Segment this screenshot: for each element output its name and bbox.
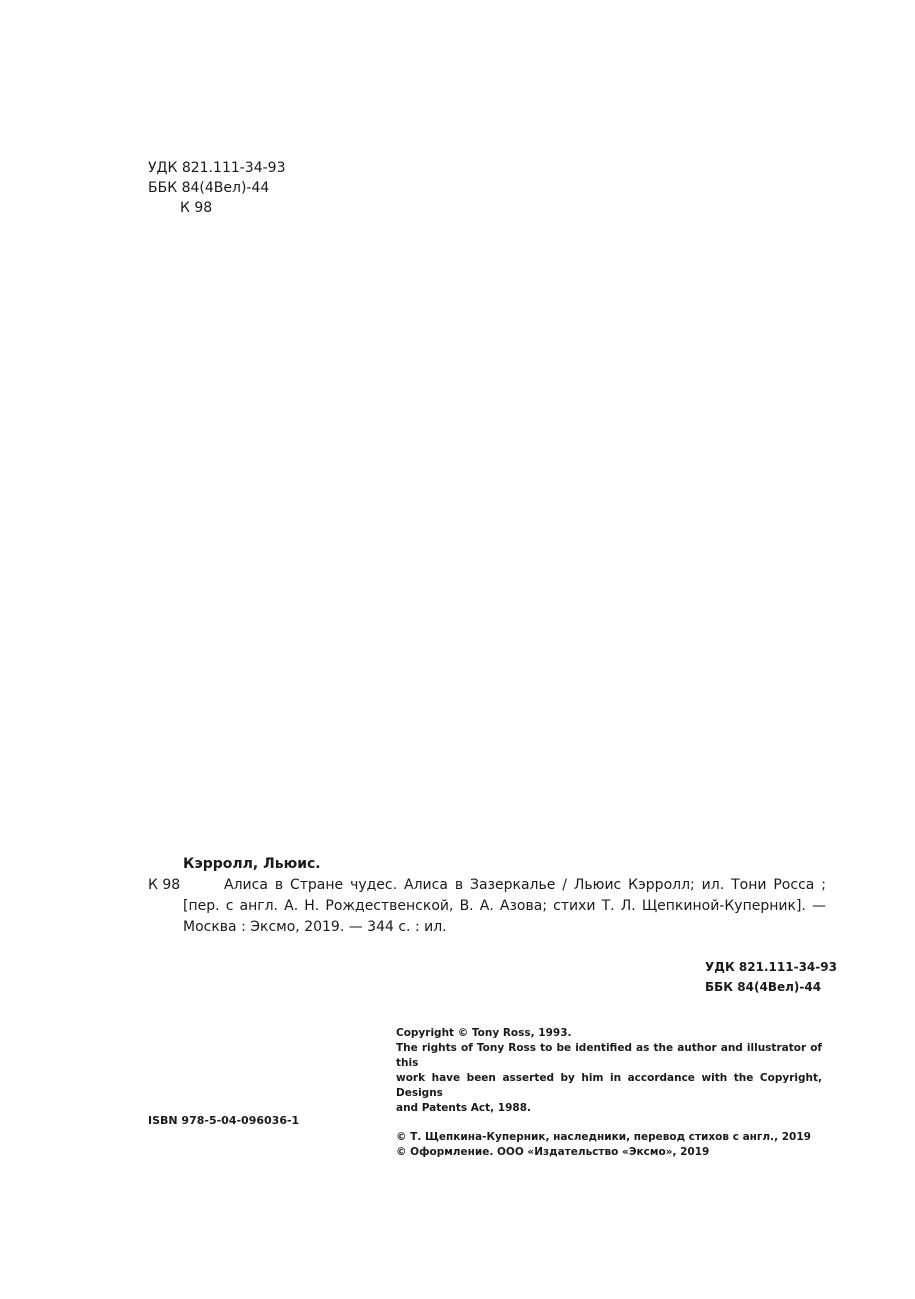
copyright-spacer xyxy=(396,1116,822,1130)
design-copyright: © Оформление. ООО «Издательство «Эксмо», 2019 xyxy=(396,1146,710,1158)
bib-line-1 xyxy=(148,875,826,896)
author-heading: Кэрролл, Льюис. xyxy=(183,856,321,872)
bottom-udk-code: УДК 821.111-34-93 xyxy=(705,960,837,974)
udk-code: УДК 821.111-34-93 xyxy=(148,160,286,176)
bottom-bbk-code: ББК 84(4Вел)-44 xyxy=(705,980,822,994)
author-mark: К 98 xyxy=(180,200,213,216)
translation-copyright: © Т. Щепкина-Куперник, наследники, перевод стихов с англ., 2019 xyxy=(396,1131,811,1143)
copyright-block xyxy=(396,1026,822,1160)
isbn: ISBN 978-5-04-096036-1 xyxy=(148,1114,300,1127)
bibliographic-entry xyxy=(148,854,826,938)
bbk-code: ББК 84(4Вел)-44 xyxy=(148,180,270,196)
bib-author-mark: К 98 xyxy=(148,877,181,893)
copyright-line-1: Copyright © Tony Ross, 1993. xyxy=(396,1027,572,1039)
bib-line-1-text: Алиса в Стране чудес. Алиса в Зазеркалье / Льюис Кэрролл; ил. Тони Росса ; xyxy=(224,877,826,893)
bib-line-3: Москва : Эксмо, 2019. — 344 с. : ил. xyxy=(183,919,447,935)
bottom-classification-block xyxy=(705,957,837,997)
top-classification-block xyxy=(148,158,285,218)
copyright-line-2: The rights of Tony Ross to be identified as the author and illustrator of this xyxy=(396,1042,822,1069)
copyright-line-4: and Patents Act, 1988. xyxy=(396,1102,531,1114)
copyright-line-3: work have been asserted by him in accordance with the Copyright, Designs xyxy=(396,1072,822,1099)
bib-line-2: [пер. с англ. А. Н. Рождественской, В. А. Азова; стихи Т. Л. Щепкиной-Куперник]. — xyxy=(183,898,826,914)
